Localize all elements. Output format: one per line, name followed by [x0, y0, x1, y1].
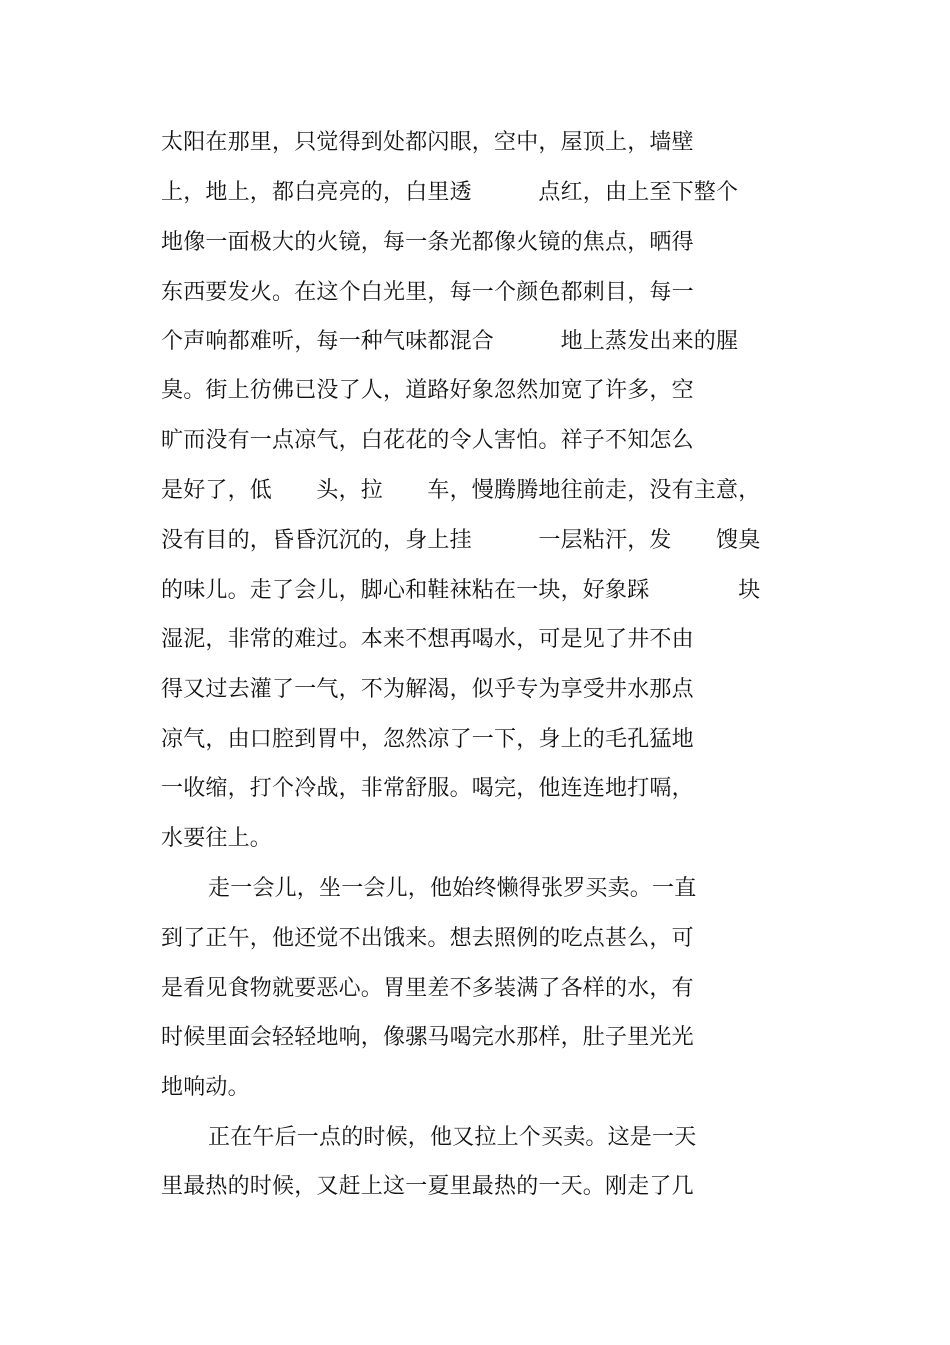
text-line: 旷而没有一点凉气，白花花的令人害怕。祥子不知怎么 — [161, 428, 694, 453]
text-line: 是看见食物就要恶心。胃里差不多装满了各样的水，有 — [161, 976, 694, 1001]
text-line: 正在午后一点的时候，他又拉上个买卖。这是一天 — [208, 1125, 697, 1150]
text-line: 上，地上，都白亮亮的，白里透 点红，由上至下整个 — [161, 180, 739, 205]
text-line: 臭。街上彷佛已没了人，道路好象忽然加宽了许多，空 — [161, 378, 694, 403]
text-line: 到了正午，他还觉不出饿来。想去照例的吃点甚么，可 — [161, 926, 694, 951]
text-line: 太阳在那里，只觉得到处都闪眼，空中，屋顶上，墙壁 — [161, 130, 694, 155]
text-line: 一收缩，打个冷战，非常舒服。喝完，他连连地打嗝， — [161, 776, 694, 801]
text-line: 个声响都难听，每一种气味都混合 地上蒸发出来的腥 — [161, 329, 739, 354]
text-line: 湿泥，非常的难过。本来不想再喝水，可是见了井不由 — [161, 627, 694, 652]
text-line: 没有目的，昏昏沉沉的，身上挂 一层粘汗，发 馊臭 — [161, 528, 761, 553]
text-line: 东西要发火。在这个白光里，每一个颜色都刺目，每一 — [161, 280, 694, 305]
text-line: 里最热的时候，又赶上这一夏里最热的一天。刚走了几 — [161, 1174, 694, 1199]
text-line: 走一会儿，坐一会儿，他始终懒得张罗买卖。一直 — [208, 876, 697, 901]
text-line: 凉气，由口腔到胃中，忽然凉了一下，身上的毛孔猛地 — [161, 727, 694, 752]
text-line: 水要往上。 — [161, 826, 273, 851]
text-line: 得又过去灌了一气，不为解渴，似乎专为享受井水那点 — [161, 677, 694, 702]
text-line: 时候里面会轻轻地响，像骡马喝完水那样，肚子里光光 — [161, 1025, 694, 1050]
text-line: 的味儿。走了会儿，脚心和鞋袜粘在一块，好象踩 块 — [161, 578, 761, 603]
text-line: 地响动。 — [161, 1075, 250, 1100]
text-line: 地像一面极大的火镜，每一条光都像火镜的焦点，晒得 — [161, 230, 694, 255]
text-line: 是好了，低 头，拉 车，慢腾腾地往前走，没有主意， — [161, 478, 761, 503]
